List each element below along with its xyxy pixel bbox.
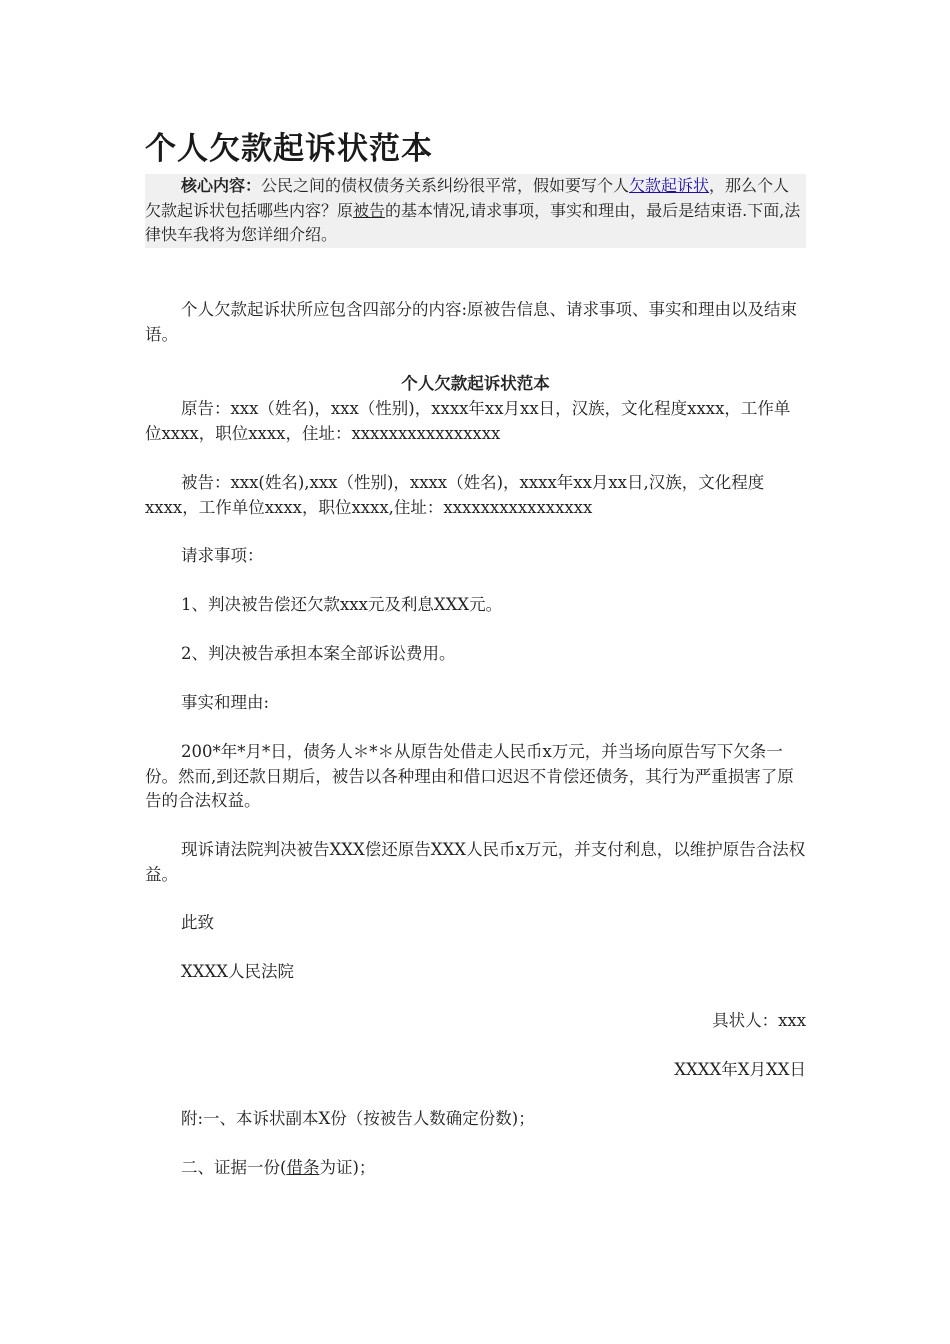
summary-underlined[interactable]: 被告: [353, 200, 386, 220]
doc-title: 个人欠款起诉状范本: [401, 374, 550, 393]
claim-2: 2、判决被告承担本案全部诉讼费用。: [181, 644, 456, 663]
signer: 具状人：xxx: [712, 1011, 806, 1030]
facts-paragraph-2: 现诉请法院判决被告XXX偿还原告XXX人民币x万元，并支付利息，以维护原告合法权益。: [145, 840, 806, 884]
defendant-paragraph: 被告：xxx(姓名),xxx（性别)，xxxx（姓名)，xxxx年xx月xx日,汉族，文化程度xxxx，工作单位xxxx，职位xxxx,住址：xxxxxxxxxxxxxxxx: [145, 473, 765, 517]
closing-salutation: 此致: [181, 913, 214, 932]
summary-link[interactable]: 欠款起诉状: [629, 176, 710, 195]
plaintiff-paragraph: 原告：xxx（姓名)，xxx（性别)，xxxx年xx月xx日，汉族，文化程度xxxx，工作单位xxxx，职位xxxx，住址：xxxxxxxxxxxxxxxx: [145, 399, 791, 443]
attachment-2-suffix: 为证)；: [319, 1158, 376, 1177]
summary-box: [145, 174, 806, 248]
summary-text-2: ，那么个人欠款起诉状包括哪些内容？原: [145, 176, 790, 220]
claims-heading: 请求事项：: [181, 546, 264, 565]
attachment-1: 附:一、本诉状副本X份（按被告人数确定份数)；: [181, 1109, 535, 1128]
summary-text-1: 公民之间的债权债务关系纠纷很平常，假如要写个人: [261, 176, 630, 195]
court-name: XXXX人民法院: [181, 962, 294, 981]
attachment-2: [145, 1156, 806, 1181]
summary-lead: 核心内容：: [181, 176, 262, 195]
facts-paragraph-1: 200*年*月*日，债务人＊*＊从原告处借走人民币x万元，并当场向原告写下欠条一份。然而,到还款日期后，被告以各种理由和借口迟迟不肯偿还债务，其行为严重损害了原告的合法权益。: [145, 742, 794, 810]
date: XXXX年X月XX日: [674, 1060, 806, 1079]
attachment-2-link[interactable]: 借条: [286, 1158, 320, 1177]
attachment-2-prefix: 二、证据一份(: [181, 1158, 287, 1177]
claim-1: 1、判决被告偿还欠款xxx元及利息XXX元。: [181, 595, 503, 614]
facts-heading: 事实和理由:: [181, 693, 270, 712]
page-title: 个人欠款起诉状范本: [145, 131, 433, 167]
intro-paragraph: 个人欠款起诉状所应包含四部分的内容:原被告信息、请求事项、事实和理由以及结束语。: [145, 300, 798, 344]
summary-text-3: 的基本情况,请求事项，事实和理由，最后是结束语.下面,法律快车我将为您详细介绍。: [145, 200, 801, 244]
